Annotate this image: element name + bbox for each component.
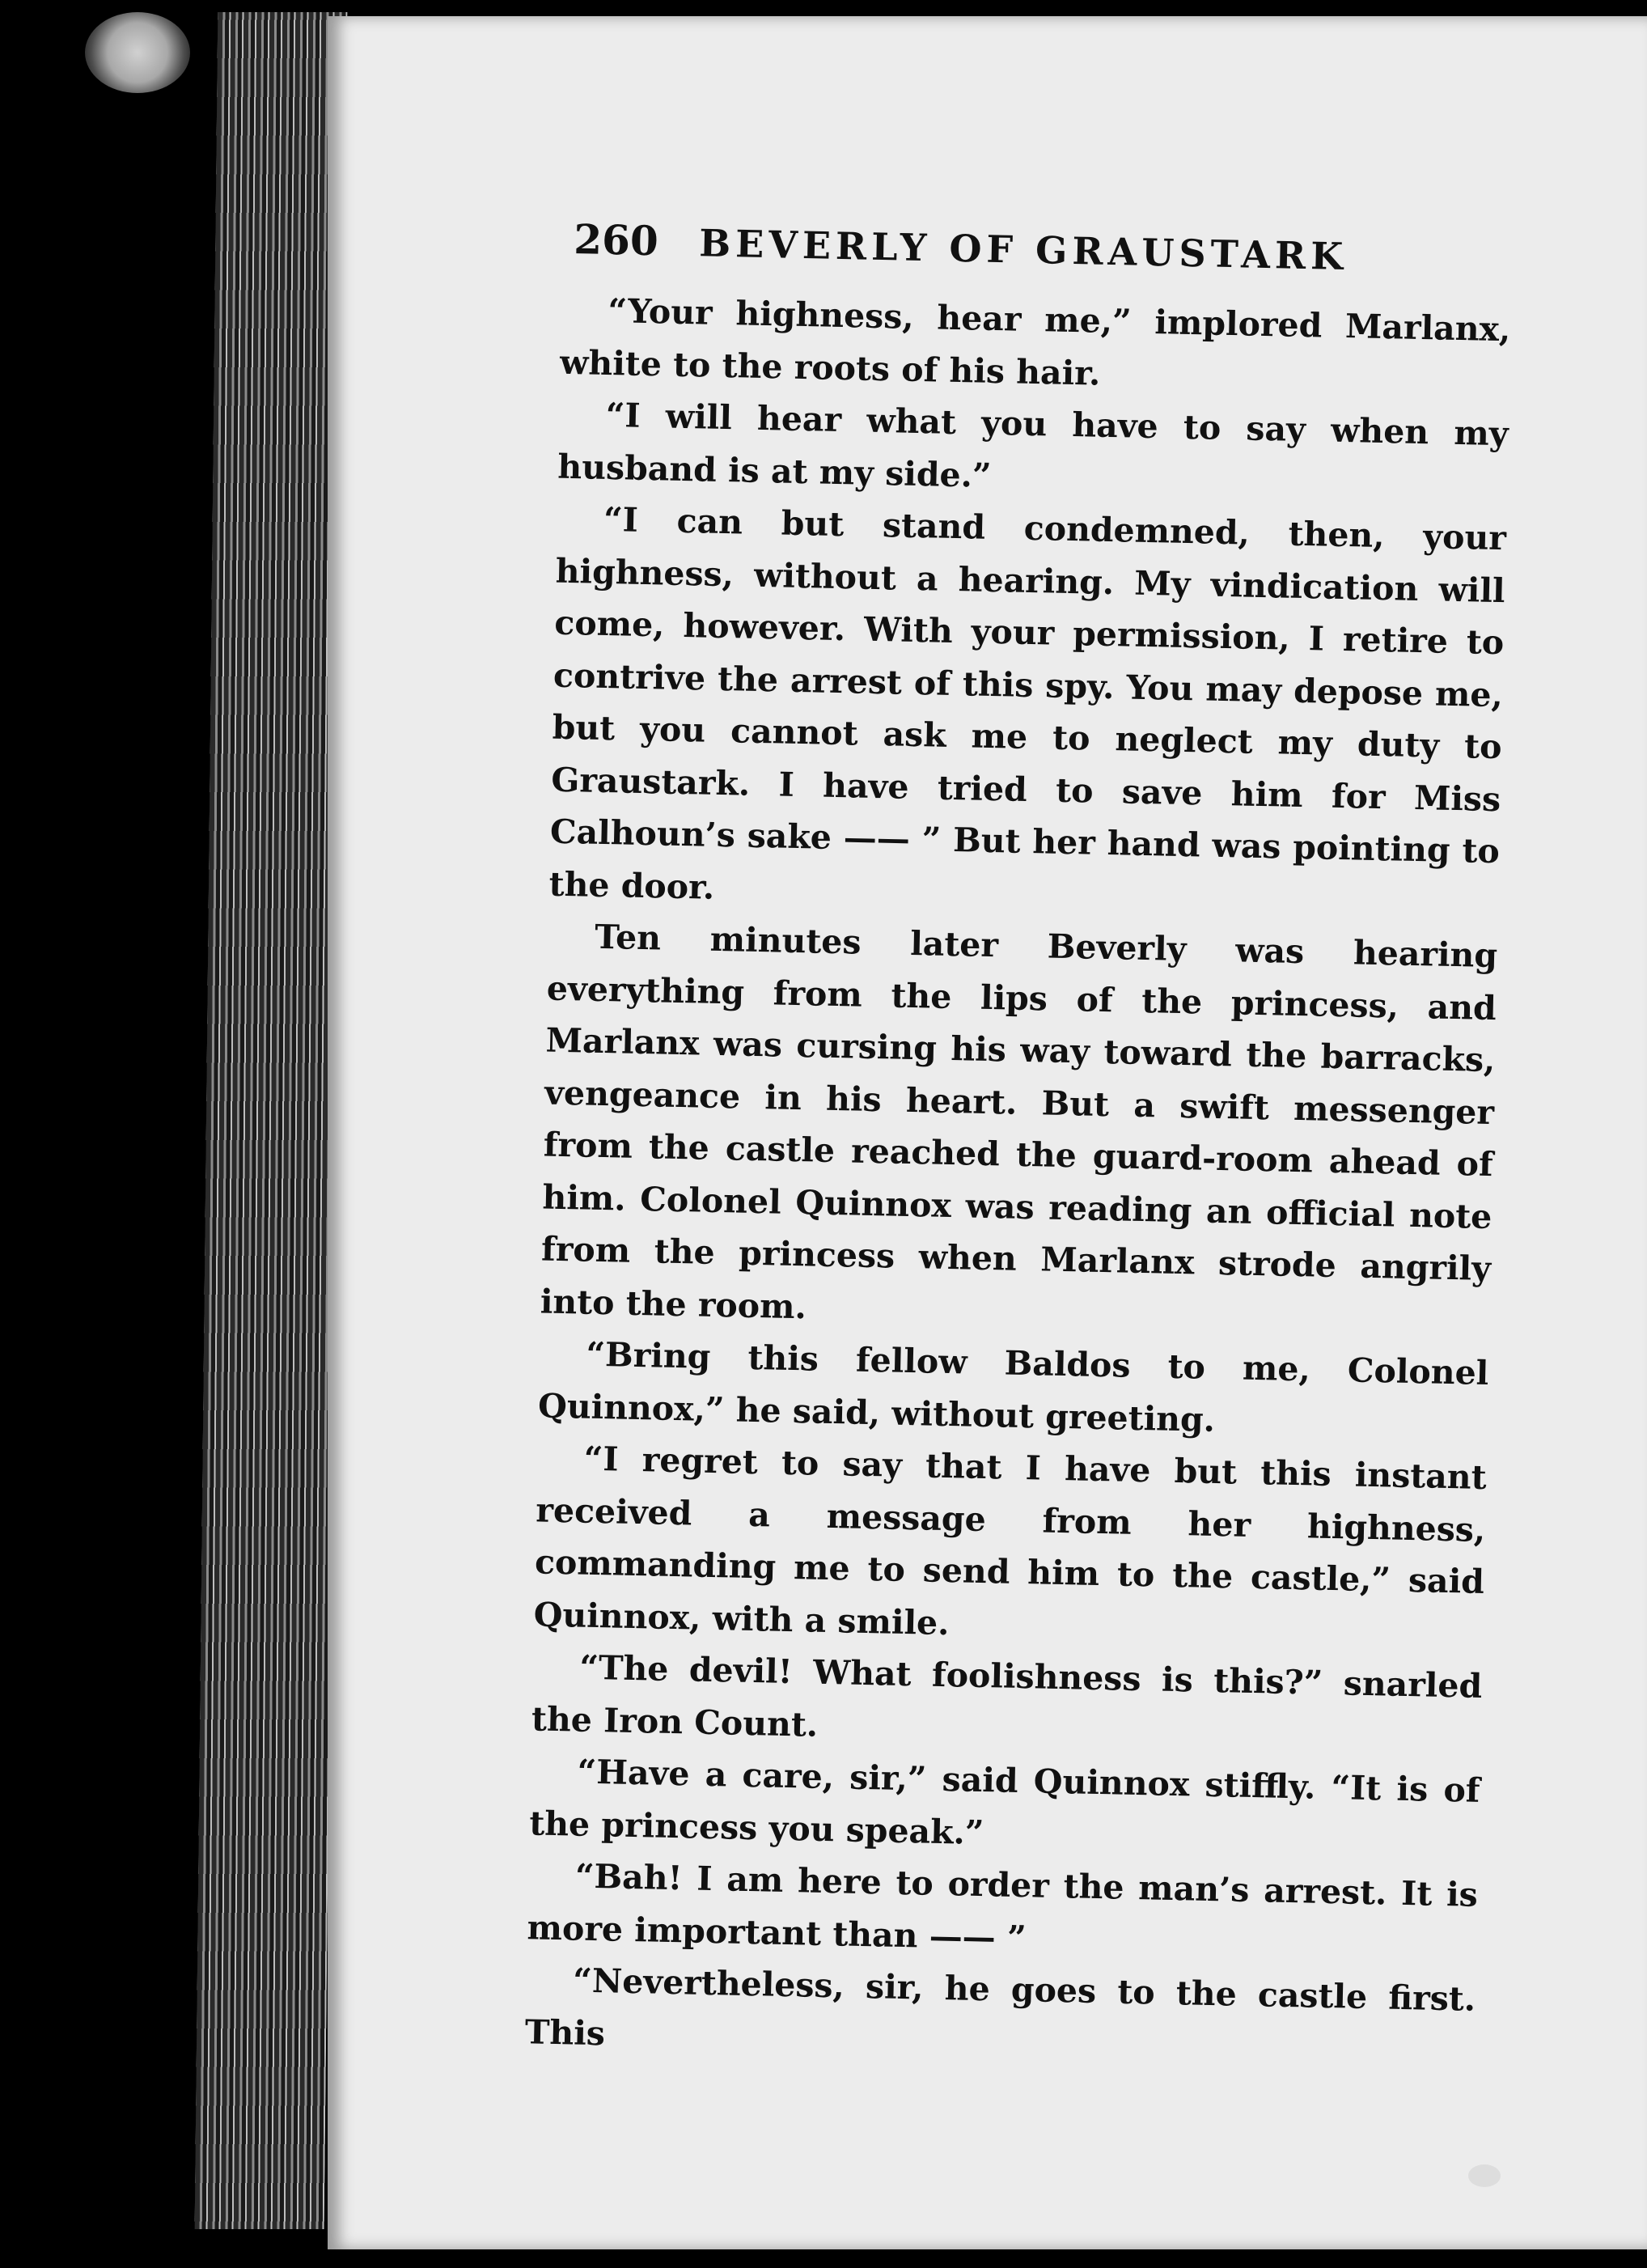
paragraph: “I can but stand condemned, then, your highness, without a hearing. My vindication will come, however. With your permission, I retire to contrive the arrest of this spy. You may depose me, but you cannot ask me to neglect my duty to Graustark. I have tried to save him for Miss Calhoun’s sake —— ” But her hand was pointing to the door. bbox=[548, 499, 1507, 907]
page-edges bbox=[195, 12, 348, 2229]
scan-artifact bbox=[85, 12, 190, 93]
running-title: BEVERLY OF GRAUSTARK bbox=[698, 221, 1349, 279]
page-number: 260 bbox=[573, 215, 659, 265]
paragraph: “I regret to say that I have but this instant received a message from her highness, commanding me to send him to the castle,” said Quinnox, with a smile. bbox=[533, 1439, 1488, 1643]
paragraph: “Bring this fellow Baldos to me, Colonel Quinnox,” he said, without greeting. bbox=[537, 1334, 1489, 1439]
paragraph: Ten minutes later Beverly was hearing everything from the lips of the princess, and Marlanx was cursing his way toward the barracks, vengeance in his heart. But a swift messenger from the castle reached the guard-room ahead of him. Colonel Quinnox was reading an official note from the princess when Marlanx strode angrily into the room. bbox=[540, 917, 1498, 1326]
paragraph: “I will hear what you have to say when my husband is at my side.” bbox=[557, 395, 1509, 495]
paragraph: “The devil! What foolishness is this?” snarled the Iron Count. bbox=[531, 1647, 1483, 1744]
page-content bbox=[495, 214, 1512, 2078]
paragraph: “Nevertheless, sir, he goes to the castle first. This bbox=[524, 1961, 1476, 2053]
paragraph: “Have a care, sir,” said Quinnox stiffly. “It is of the princess you speak.” bbox=[528, 1752, 1480, 1852]
paragraph: “Bah! I am here to order the man’s arrest. It is more important than —— ” bbox=[527, 1856, 1479, 1957]
paragraph: “Your highness, hear me,” implored Marlanx, white to the roots of his hair. bbox=[559, 290, 1511, 393]
body-text bbox=[524, 284, 1511, 2078]
scan-artifact bbox=[1468, 2164, 1501, 2187]
